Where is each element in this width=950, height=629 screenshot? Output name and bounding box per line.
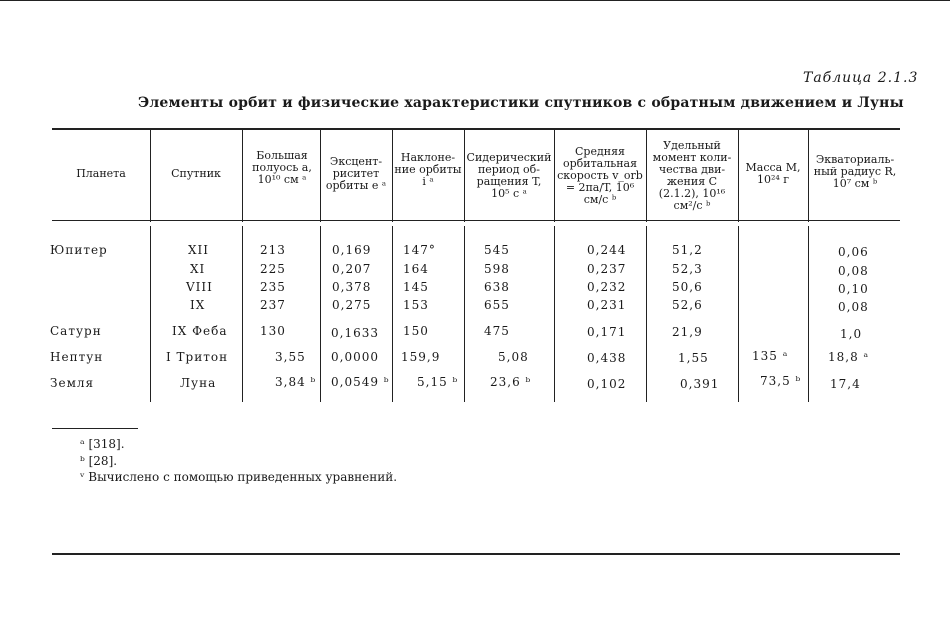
cell-satellite: XI xyxy=(190,262,206,276)
cell-mass: 73,5 ᵇ xyxy=(760,374,802,388)
cell-orbital-velocity: 0,102 xyxy=(587,377,627,391)
cell-equatorial-radius: 1,0 xyxy=(840,327,863,341)
cell-sidereal-period: 655 xyxy=(484,298,510,312)
cell-equatorial-radius: 0,08 xyxy=(838,300,869,314)
cell-satellite: XII xyxy=(188,243,210,257)
cell-sidereal-period: 23,6 ᵇ xyxy=(490,375,532,389)
cell-satellite: IX xyxy=(190,298,206,312)
column-separator xyxy=(464,226,465,402)
cell-angular-momentum: 52,6 xyxy=(672,298,703,312)
cell-sidereal-period: 638 xyxy=(484,280,510,294)
cell-semimajor-axis: 213 xyxy=(260,243,286,257)
table-header-rule xyxy=(52,220,900,221)
cell-orbital-velocity: 0,232 xyxy=(587,280,627,294)
header-sidereal-period: Сидерический период об-ращения T, 10⁵ с ᵃ xyxy=(466,151,552,200)
footnote-a: ᵃ [318]. xyxy=(80,437,125,451)
cell-mass: 135 ᵃ xyxy=(752,349,789,363)
cell-equatorial-radius: 0,08 xyxy=(838,264,869,278)
cell-eccentricity: 0,378 xyxy=(332,280,372,294)
column-separator xyxy=(738,226,739,402)
cell-inclination: 150 xyxy=(403,324,429,338)
column-separator xyxy=(320,226,321,402)
column-separator xyxy=(808,130,809,222)
cell-semimajor-axis: 3,55 xyxy=(275,350,306,364)
cell-orbital-velocity: 0,244 xyxy=(587,243,627,257)
cell-inclination: 164 xyxy=(403,262,429,276)
cell-angular-momentum: 1,55 xyxy=(678,351,709,365)
cell-inclination: 147° xyxy=(403,243,436,257)
header-planet: Планета xyxy=(76,167,126,180)
column-separator xyxy=(808,226,809,402)
column-separator xyxy=(646,130,647,222)
cell-inclination: 145 xyxy=(403,280,429,294)
cell-sidereal-period: 5,08 xyxy=(498,350,529,364)
cell-inclination: 159,9 xyxy=(401,350,441,364)
cell-angular-momentum: 21,9 xyxy=(672,325,703,339)
cell-angular-momentum: 51,2 xyxy=(672,243,703,257)
cell-angular-momentum: 50,6 xyxy=(672,280,703,294)
cell-satellite: Луна xyxy=(180,376,217,390)
cell-eccentricity: 0,207 xyxy=(332,262,372,276)
cell-inclination: 153 xyxy=(403,298,429,312)
column-separator xyxy=(392,130,393,222)
footnote-v: ᵛ Вычислено с помощью приведенных уравнений. xyxy=(80,470,398,484)
header-angular-momentum: Удельный момент коли-чества дви-жения C (2.1.2), 10¹⁶ см²/с ᵇ xyxy=(652,139,732,212)
header-orbital-velocity: Средняя орбитальная скорость v_orb = 2πa/T, 10⁶ см/с ᵇ xyxy=(557,145,643,206)
cell-angular-momentum: 52,3 xyxy=(672,262,703,276)
column-separator xyxy=(646,226,647,402)
column-separator xyxy=(554,226,555,402)
cell-equatorial-radius: 17,4 xyxy=(830,377,861,391)
top-border-rule xyxy=(0,0,950,1)
cell-eccentricity: 0,1633 xyxy=(331,326,379,340)
cell-semimajor-axis: 237 xyxy=(260,298,286,312)
header-inclination: Наклоне-ние орбиты i ᵃ xyxy=(394,151,462,188)
bottom-rule xyxy=(52,553,900,555)
cell-orbital-velocity: 0,171 xyxy=(587,325,627,339)
footnote-rule xyxy=(52,428,138,429)
cell-orbital-velocity: 0,438 xyxy=(587,351,627,365)
cell-equatorial-radius: 0,10 xyxy=(838,282,869,296)
cell-sidereal-period: 545 xyxy=(484,243,510,257)
cell-eccentricity: 0,169 xyxy=(332,243,372,257)
cell-equatorial-radius: 18,8 ᵃ xyxy=(828,350,870,364)
cell-semimajor-axis: 130 xyxy=(260,324,286,338)
cell-satellite: IX Феба xyxy=(172,324,228,338)
cell-eccentricity: 0,0000 xyxy=(331,350,379,364)
header-equatorial-radius: Экваториаль-ный радиус R, 10⁷ см ᵇ xyxy=(813,153,897,190)
cell-orbital-velocity: 0,231 xyxy=(587,298,627,312)
table-title: Элементы орбит и физические характеристики спутников с обратным движением и Луны xyxy=(138,95,904,111)
cell-planet: Земля xyxy=(50,376,95,390)
table-number: Таблица 2.1.3 xyxy=(803,70,919,86)
cell-planet: Сатурн xyxy=(50,324,102,338)
cell-equatorial-radius: 0,06 xyxy=(838,245,869,259)
cell-sidereal-period: 475 xyxy=(484,324,510,338)
column-separator xyxy=(150,130,151,222)
column-separator xyxy=(554,130,555,222)
cell-orbital-velocity: 0,237 xyxy=(587,262,627,276)
cell-satellite: VIII xyxy=(186,280,213,294)
column-separator xyxy=(464,130,465,222)
column-separator xyxy=(320,130,321,222)
header-mass: Масса M, 10²⁴ г xyxy=(745,161,801,186)
header-satellite: Спутник xyxy=(171,167,221,180)
cell-inclination: 5,15 ᵇ xyxy=(417,375,459,389)
header-semimajor-axis: Большая полуось a, 10¹⁰ см ᵃ xyxy=(252,149,312,186)
column-separator xyxy=(242,226,243,402)
cell-semimajor-axis: 235 xyxy=(260,280,286,294)
cell-semimajor-axis: 225 xyxy=(260,262,286,276)
cell-satellite: I Тритон xyxy=(166,350,229,364)
column-separator xyxy=(242,130,243,222)
header-eccentricity: Эксцент-риситет орбиты e ᵃ xyxy=(325,155,387,192)
column-separator xyxy=(392,226,393,402)
cell-planet: Нептун xyxy=(50,350,104,364)
cell-sidereal-period: 598 xyxy=(484,262,510,276)
footnote-b: ᵇ [28]. xyxy=(80,454,118,468)
table-top-rule xyxy=(52,128,900,130)
cell-angular-momentum: 0,391 xyxy=(680,377,720,391)
cell-planet: Юпитер xyxy=(50,243,108,257)
cell-eccentricity: 0,275 xyxy=(332,298,372,312)
column-separator xyxy=(738,130,739,222)
cell-eccentricity: 0,0549 ᵇ xyxy=(331,375,390,389)
cell-semimajor-axis: 3,84 ᵇ xyxy=(275,375,317,389)
column-separator xyxy=(150,226,151,402)
